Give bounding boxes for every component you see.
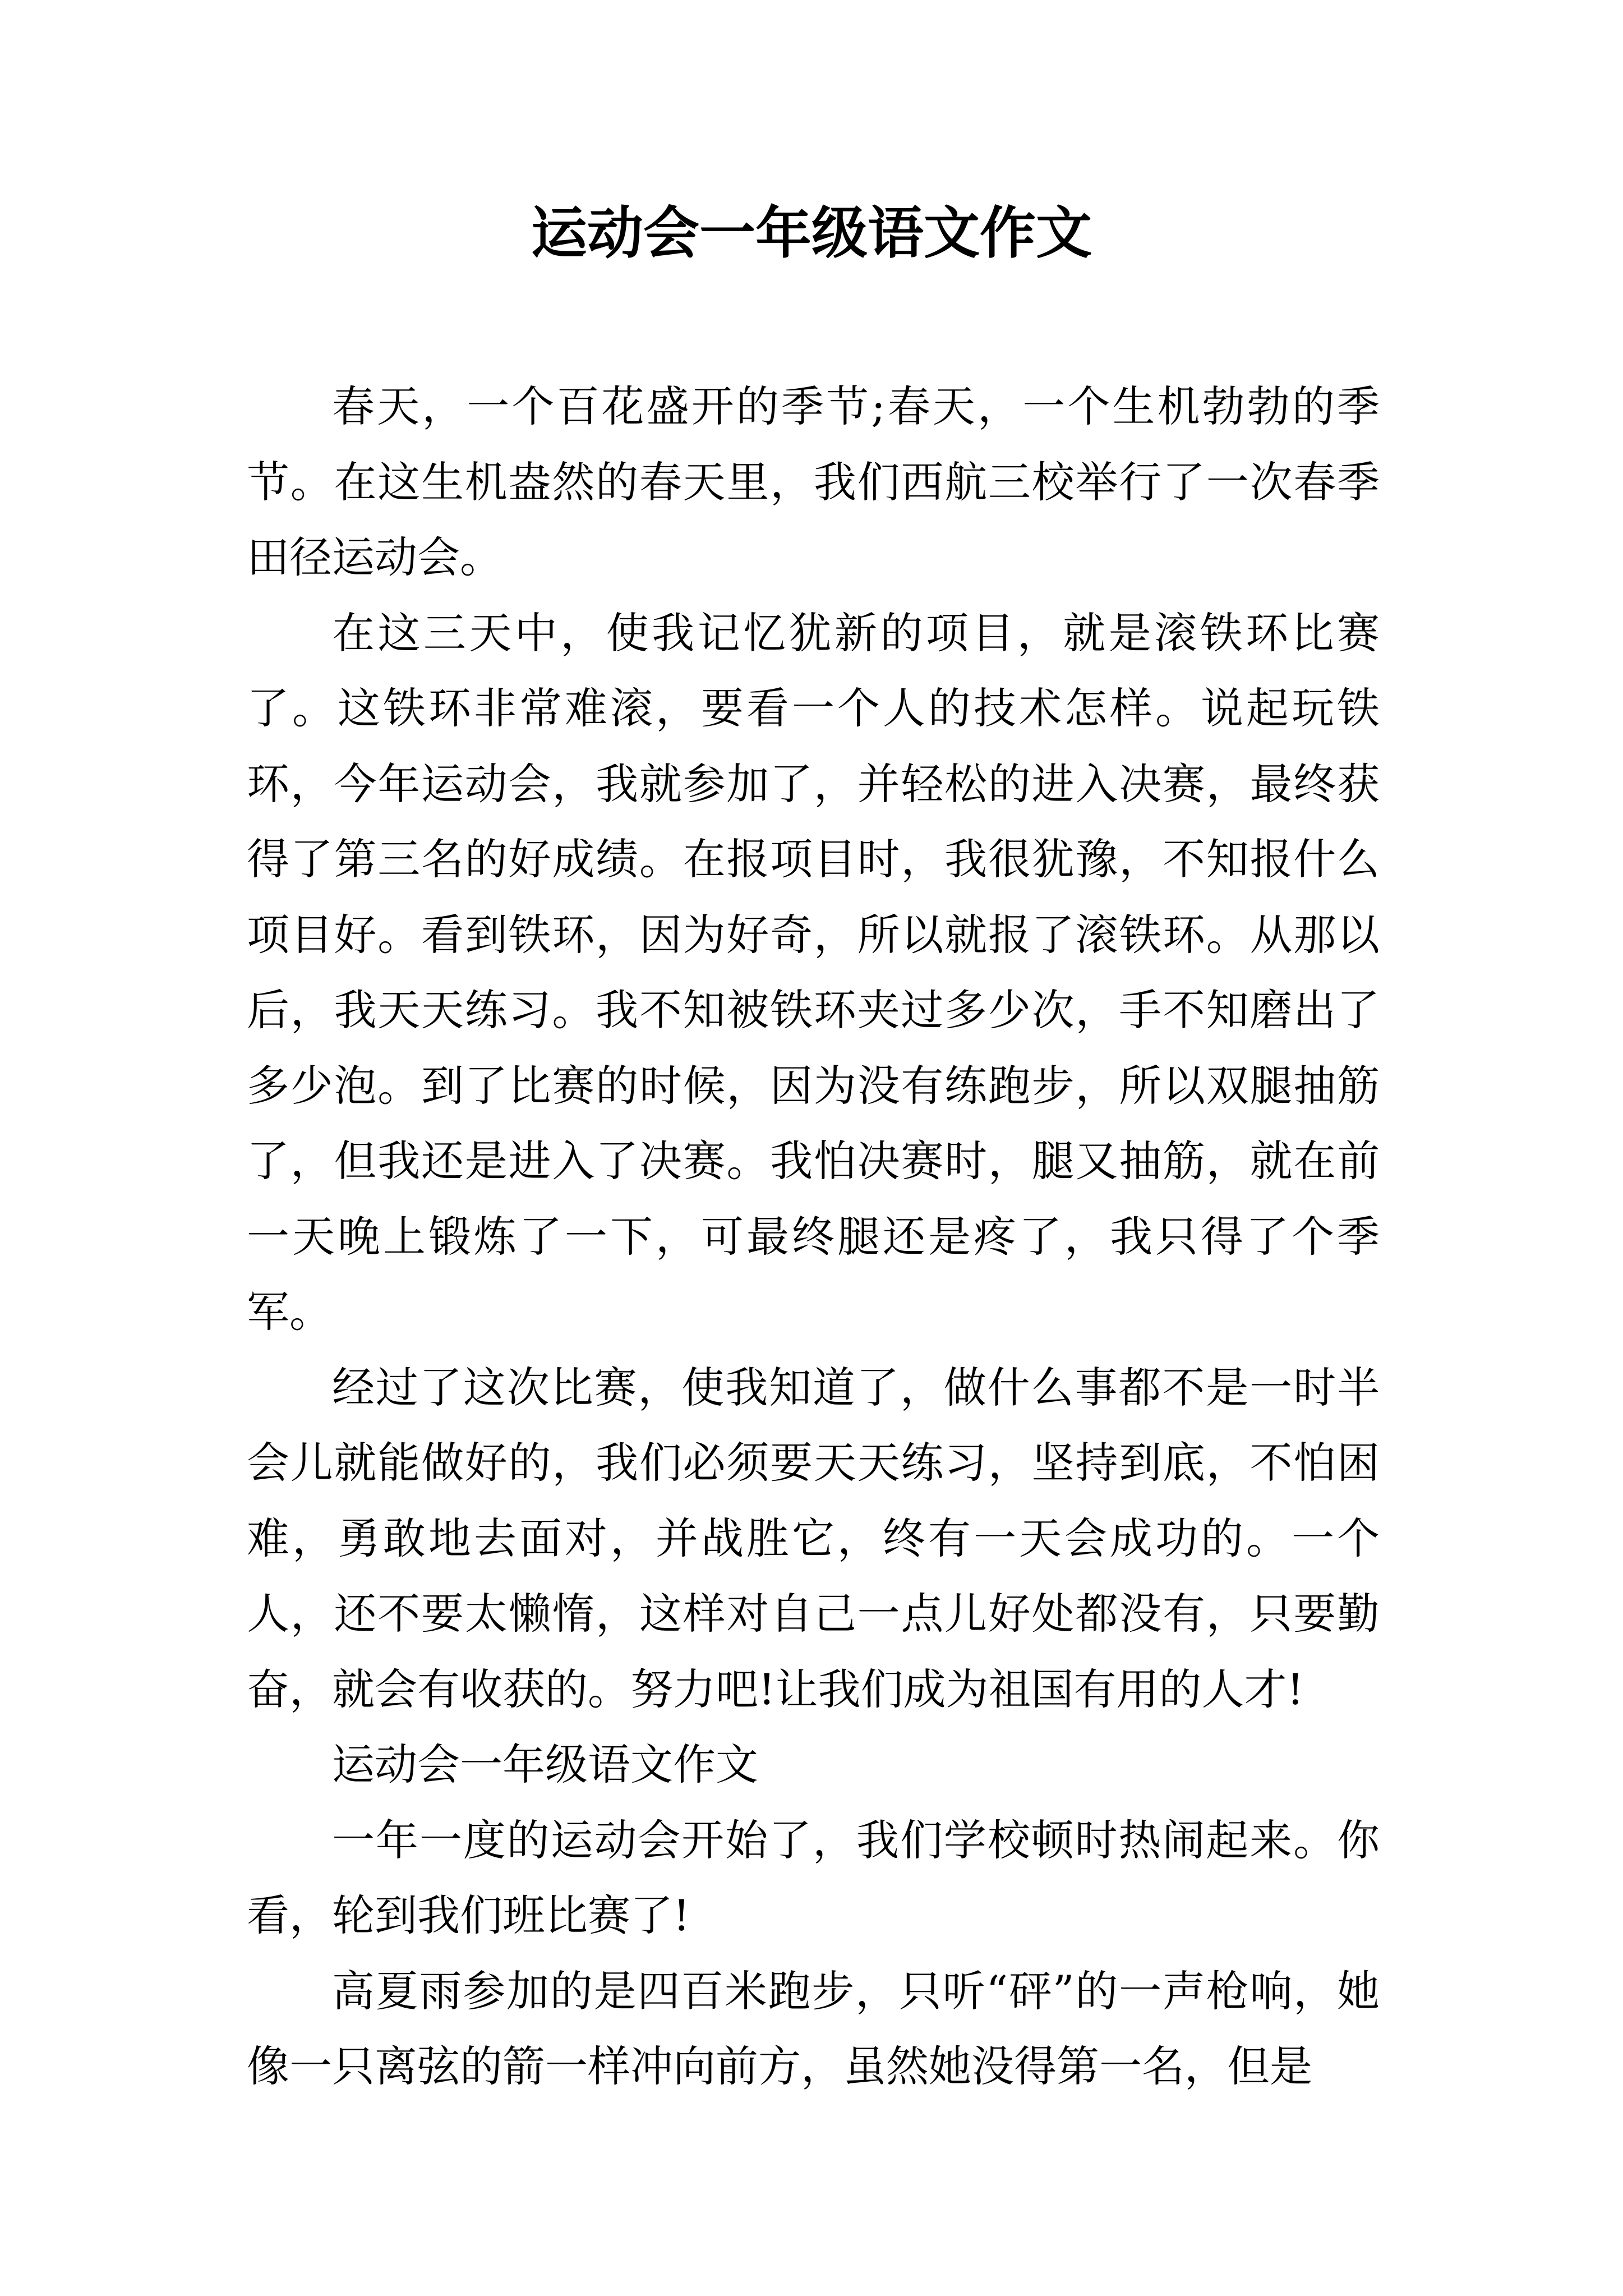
paragraph-2: 在这三天中，使我记忆犹新的项目，就是滚铁环比赛了。这铁环非常难滚，要看一个人的技术怎样。说起玩铁环，今年运动会，我就参加了，并轻松的进入决赛，最终获得了第三名的好成绩。在报项目时，我很犹豫，不知报什么项目好。看到铁环，因为好奇，所以就报了滚铁环。从那以后，我天天练习。我不知被铁环夹过多少次，手不知磨出了多少泡。到了比赛的时候，因为没有练跑步，所以双腿抽筋了，但我还是进入了决赛。我怕决赛时，腿又抽筋，就在前一天晚上锻炼了一下，可最终腿还是疼了，我只得了个季军。 bbox=[247, 608, 1380, 1337]
paragraph-4: 一年一度的运动会开始了，我们学校顿时热闹起来。你看，轮到我们班比赛了! bbox=[247, 1815, 1380, 1940]
paragraph-3: 经过了这次比赛，使我知道了，做什么事都不是一时半会儿就能做好的，我们必须要天天练习，坚持到底，不怕困难，勇敢地去面对，并战胜它，终有一天会成功的。一个人，还不要太懒惰，这样对自己一点儿好处都没有，只要勤奋，就会有收获的。努力吧!让我们成为祖国有用的人才! bbox=[247, 1362, 1380, 1714]
paragraph-5: 高夏雨参加的是四百米跑步，只听“砰”的一声枪响，她像一只离弦的箭一样冲向前方，虽然她没得第一名，但是 bbox=[247, 1966, 1380, 2091]
paragraph-1: 春天，一个百花盛开的季节;春天，一个生机勃勃的季节。在这生机盎然的春天里，我们西航三校举行了一次春季田径运动会。 bbox=[247, 381, 1380, 582]
document-body bbox=[247, 369, 1380, 2105]
document-title: 运动会一年级语文作文 bbox=[531, 200, 1092, 266]
section-heading: 运动会一年级语文作文 bbox=[332, 1740, 758, 1789]
